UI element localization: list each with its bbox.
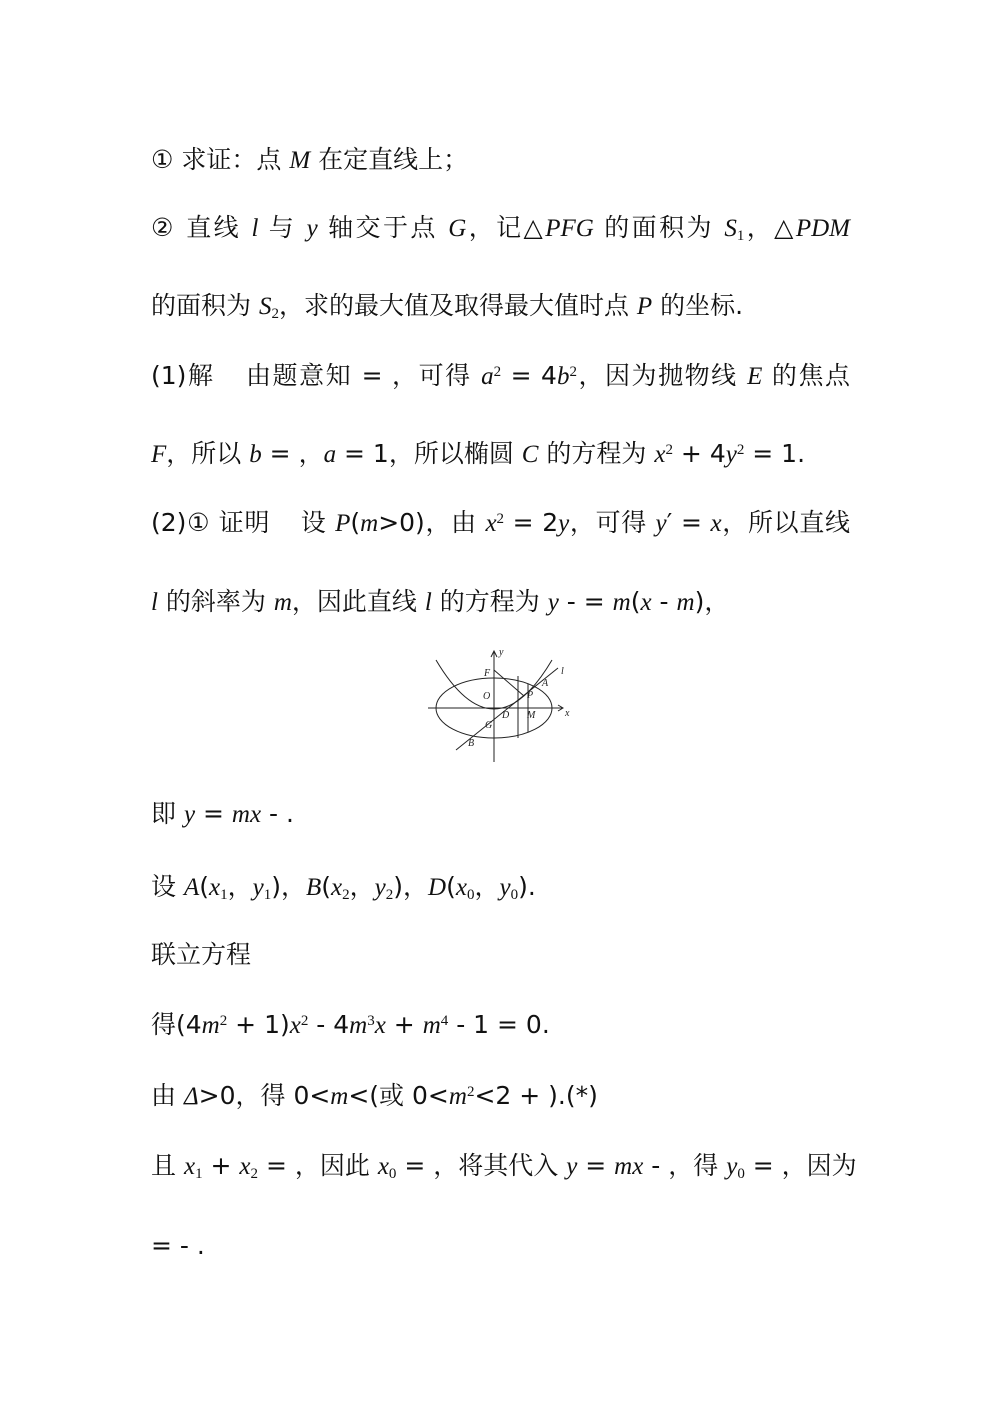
geometry-figure	[428, 648, 576, 766]
var-PDM: PDM	[795, 215, 850, 242]
text: ，因此直线	[291, 587, 425, 616]
text: + 1)	[227, 1010, 290, 1039]
text: +	[385, 1010, 423, 1039]
var-m: m	[422, 1012, 441, 1039]
text-line-1	[151, 143, 850, 178]
text: ，△	[744, 213, 796, 242]
var-x: x	[374, 1012, 386, 1039]
label-P: P	[527, 690, 534, 701]
text: 联立方程	[151, 940, 252, 969]
text: (	[446, 872, 456, 901]
label-l: l	[561, 666, 564, 677]
text: ，	[474, 872, 500, 901]
superscript: 2	[569, 363, 577, 380]
text-line-3	[151, 289, 850, 324]
var-x: x	[640, 589, 652, 616]
line-FP	[494, 670, 524, 696]
text-line-7	[151, 585, 850, 620]
text: )，	[271, 872, 306, 901]
label-x: x	[565, 708, 570, 719]
subscript: 0	[466, 886, 475, 903]
text: ，求的最大值及取得最大值时点	[278, 291, 637, 320]
var-y: y	[655, 510, 667, 537]
text: ，	[349, 872, 375, 901]
subscript: 2	[342, 886, 350, 903]
text: ，因为抛物线	[576, 361, 748, 390]
text: 的方程为	[431, 587, 548, 616]
text: >0，得 0<	[198, 1081, 331, 1110]
text: 的坐标.	[652, 291, 744, 320]
text: >0)，由	[378, 508, 486, 537]
var-G: G	[448, 215, 467, 242]
var-A: A	[183, 874, 200, 901]
var-m: m	[349, 1012, 368, 1039]
text: 在定直线上；	[310, 145, 469, 174]
text: = 1.	[744, 439, 806, 468]
text-line-14	[151, 1229, 850, 1263]
text: (	[321, 872, 332, 901]
text: - .	[261, 799, 294, 828]
text: ，可得	[569, 508, 656, 537]
text: ② 直线	[151, 213, 252, 242]
var-x: x	[710, 510, 722, 537]
var-l: l	[151, 589, 158, 616]
var-mx: mx	[231, 801, 262, 828]
text: ，	[227, 872, 253, 901]
label-y: y	[499, 648, 504, 658]
var-M: M	[289, 147, 311, 174]
text-line-8	[151, 797, 850, 832]
text-line-10	[151, 938, 850, 972]
var-m: m	[612, 589, 631, 616]
label-B: B	[468, 738, 475, 749]
var-F: F	[151, 441, 167, 468]
section-label: (1)解	[151, 361, 215, 390]
var-x: x	[377, 1153, 389, 1180]
text: - ，得	[643, 1151, 727, 1180]
subscript: 1	[220, 886, 228, 903]
var-b: b	[249, 441, 262, 468]
text: (	[350, 508, 361, 537]
superscript: 2	[466, 1083, 475, 1100]
var-y: y	[547, 589, 559, 616]
text: ，记△	[466, 213, 546, 242]
label-D: D	[502, 710, 510, 721]
text: 由	[151, 1081, 184, 1110]
var-P: P	[335, 510, 351, 537]
var-mx: mx	[614, 1153, 644, 1180]
text: 由题意知 = ，可得	[244, 361, 482, 390]
text: ).	[518, 872, 536, 901]
var-E: E	[747, 363, 763, 390]
section-label: (2)① 证明	[151, 508, 271, 537]
var-l: l	[251, 215, 259, 242]
var-B: B	[306, 874, 322, 901]
subscript: 0	[388, 1165, 397, 1182]
label-M: M	[527, 710, 536, 721]
var-b: b	[556, 363, 570, 390]
var-x: x	[485, 510, 497, 537]
var-y: y	[566, 1153, 578, 1180]
text: = 2	[504, 508, 559, 537]
text: (	[630, 587, 641, 616]
superscript: 2	[493, 363, 502, 380]
text: 与	[258, 213, 307, 242]
text: 的面积为	[593, 213, 725, 242]
var-y: y	[499, 874, 511, 901]
text: -	[651, 587, 677, 616]
text: 的斜率为	[157, 587, 274, 616]
subscript: 1	[736, 227, 745, 244]
var-S: S	[258, 293, 272, 320]
text-line-6	[151, 506, 850, 541]
var-a: a	[323, 441, 337, 468]
text: = 1，所以椭圆	[336, 439, 522, 468]
text: 即	[151, 799, 184, 828]
label-A: A	[542, 678, 549, 689]
text-line-9	[151, 870, 850, 905]
subscript: 2	[385, 886, 394, 903]
subscript: 1	[195, 1165, 203, 1182]
var-y: y	[558, 510, 570, 537]
label-G: G	[485, 720, 493, 731]
text: ′ =	[666, 508, 711, 537]
var-x: x	[455, 874, 467, 901]
text-line-4	[151, 359, 850, 394]
superscript: 2	[736, 441, 745, 458]
var-S: S	[724, 215, 737, 242]
text: =	[195, 799, 232, 828]
subscript: 2	[271, 305, 279, 322]
var-y: y	[374, 874, 386, 901]
var-x: x	[239, 1153, 251, 1180]
text-line-13	[151, 1149, 857, 1184]
var-delta: Δ	[183, 1083, 199, 1110]
subscript: 1	[263, 886, 272, 903]
text: 设	[300, 508, 336, 537]
ellipse-parabola-diagram	[428, 648, 576, 766]
text: = 4	[501, 361, 557, 390]
var-D: D	[428, 874, 447, 901]
text: =	[577, 1151, 615, 1180]
var-y: y	[183, 801, 196, 828]
var-l: l	[424, 589, 432, 616]
subscript: 2	[250, 1165, 259, 1182]
superscript: 2	[496, 510, 505, 527]
superscript: 2	[219, 1012, 228, 1029]
var-m: m	[448, 1083, 467, 1110]
var-C: C	[521, 441, 539, 468]
text: = ，因为	[744, 1151, 857, 1180]
var-m: m	[676, 589, 695, 616]
var-x: x	[289, 1012, 301, 1039]
text: + 4	[672, 439, 726, 468]
var-m: m	[330, 1083, 349, 1110]
var-P: P	[636, 293, 653, 320]
text: 且	[151, 1151, 184, 1180]
superscript: 3	[367, 1012, 375, 1029]
var-m: m	[360, 510, 379, 537]
label-O: O	[483, 691, 491, 702]
var-y: y	[725, 441, 737, 468]
label-F: F	[484, 668, 491, 679]
text: 的焦点	[762, 361, 850, 390]
subscript: 0	[737, 1165, 745, 1182]
var-y: y	[252, 874, 264, 901]
text: = - .	[151, 1231, 205, 1260]
var-a: a	[481, 363, 494, 390]
text: - 1 = 0.	[448, 1010, 550, 1039]
text: = ，	[261, 439, 324, 468]
text: 轴交于点	[317, 213, 449, 242]
subscript: 0	[510, 886, 519, 903]
var-x: x	[331, 874, 343, 901]
text: <(或 0<	[348, 1081, 449, 1110]
text: <2 + ).(*)	[474, 1081, 598, 1110]
var-x: x	[183, 1153, 196, 1180]
text: ① 求证：点	[151, 145, 290, 174]
text: )，	[694, 587, 730, 616]
text-line-12	[151, 1079, 850, 1114]
superscript: 4	[440, 1012, 449, 1029]
text: 的面积为	[151, 291, 259, 320]
text: ，所以	[166, 439, 250, 468]
var-PFG: PFG	[545, 215, 594, 242]
text: 得(4	[151, 1010, 202, 1039]
var-y: y	[306, 215, 318, 242]
text: = ，因此	[258, 1151, 378, 1180]
var-x: x	[209, 874, 221, 901]
text: )，	[393, 872, 429, 901]
text: 的方程为	[538, 439, 655, 468]
var-y: y	[726, 1153, 738, 1180]
text: 设	[151, 872, 184, 901]
text-line-2	[151, 211, 850, 246]
text: (	[199, 872, 209, 901]
text-line-11	[151, 1008, 850, 1043]
var-m: m	[273, 589, 292, 616]
text: = ，将其代入	[396, 1151, 567, 1180]
text: - 4	[308, 1010, 350, 1039]
text: - =	[558, 587, 613, 616]
superscript: 2	[300, 1012, 309, 1029]
superscript: 2	[665, 441, 673, 458]
text: +	[202, 1151, 240, 1180]
var-x: x	[654, 441, 666, 468]
text-line-5	[151, 437, 850, 472]
text: ，所以直线	[721, 508, 850, 537]
var-m: m	[201, 1012, 220, 1039]
